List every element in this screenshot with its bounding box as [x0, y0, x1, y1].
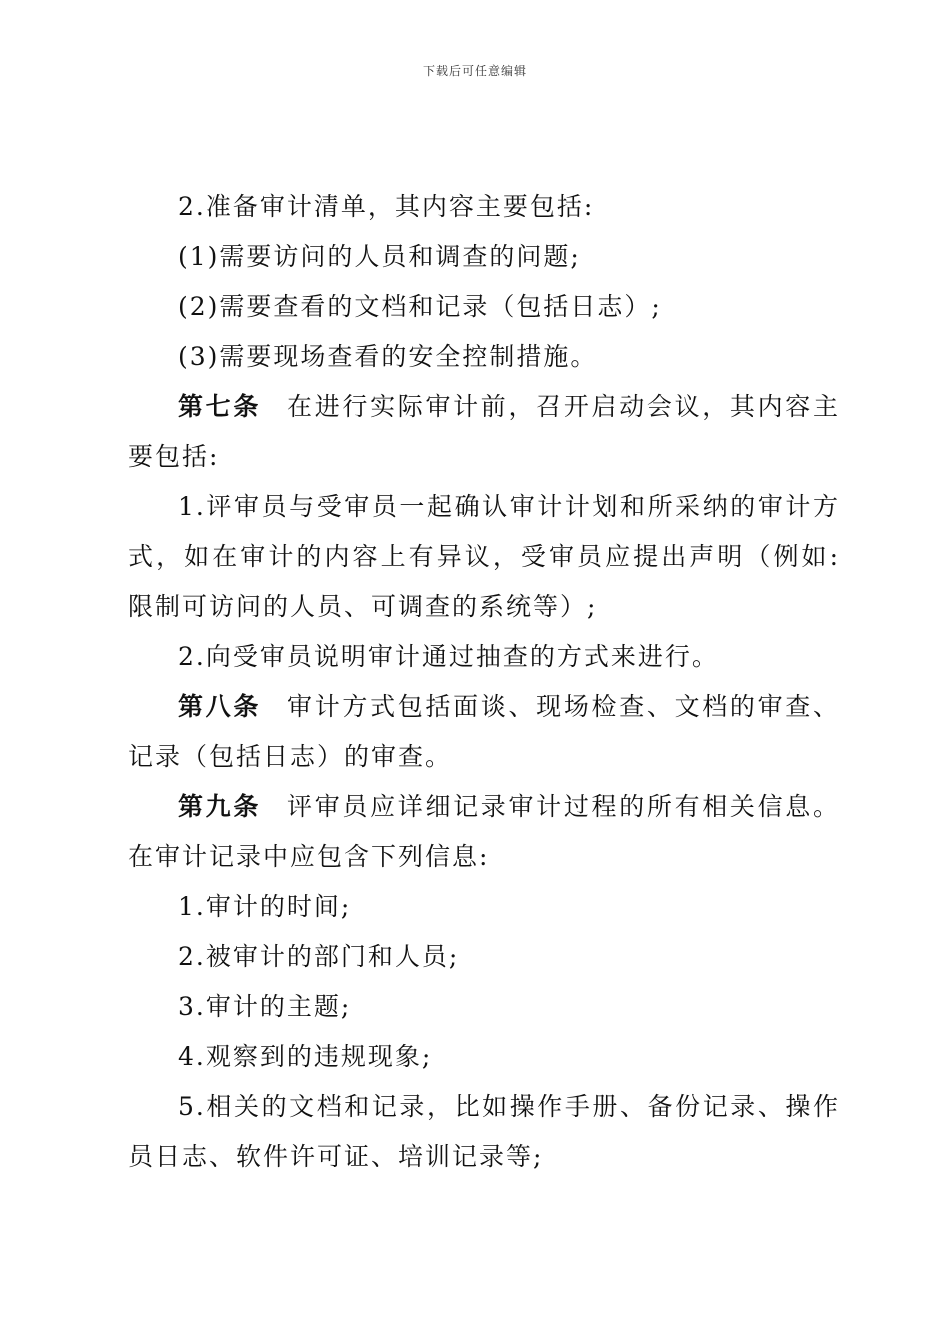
page-header-note: 下载后可任意编辑: [422, 64, 527, 78]
paragraph-text: 4.观察到的违规现象;: [178, 1042, 433, 1071]
paragraph-text: 在进行实际审计前，召开启动会议，其内容主要包括:: [128, 392, 840, 471]
document-body: [128, 182, 840, 1182]
paragraph-text: (2)需要查看的文档和记录（包括日志）;: [178, 292, 662, 321]
article-7: [128, 382, 840, 482]
article-label: 第七条: [178, 392, 262, 421]
paragraph-text: 2.准备审计清单，其内容主要包括:: [178, 192, 595, 221]
paragraph: [128, 982, 840, 1032]
paragraph: [128, 182, 840, 232]
paragraph-text: 5.相关的文档和记录，比如操作手册、备份记录、操作员日志、软件许可证、培训记录等;: [128, 1092, 840, 1171]
paragraph: [128, 882, 840, 932]
paragraph: [128, 232, 840, 282]
article-label: 第九条: [178, 792, 262, 821]
paragraph: [128, 282, 840, 332]
article-label: 第八条: [178, 692, 262, 721]
paragraph: [128, 482, 840, 632]
article-9: [128, 782, 840, 882]
paragraph-text: 审计方式包括面谈、现场检查、文档的审查、记录（包括日志）的审查。: [128, 692, 840, 771]
paragraph-text: 2.被审计的部门和人员;: [178, 942, 460, 971]
paragraph-text: (1)需要访问的人员和调查的问题;: [178, 242, 581, 271]
paragraph-text: (3)需要现场查看的安全控制措施。: [178, 342, 598, 371]
paragraph-text: 1.审计的时间;: [178, 892, 352, 921]
article-8: [128, 682, 840, 782]
paragraph: [128, 1082, 840, 1182]
paragraph: [128, 932, 840, 982]
paragraph-text: 1.评审员与受审员一起确认审计计划和所采纳的审计方式，如在审计的内容上有异议，受审员应提出声明（例如: 限制可访问的人员、可调查的系统等）;: [128, 492, 840, 621]
paragraph-text: 2.向受审员说明审计通过抽查的方式来进行。: [178, 642, 719, 671]
paragraph: [128, 632, 840, 682]
paragraph-text: 评审员应详细记录审计过程的所有相关信息。在审计记录中应包含下列信息:: [128, 792, 840, 871]
paragraph: [128, 1032, 840, 1082]
paragraph: [128, 332, 840, 382]
paragraph-text: 3.审计的主题;: [178, 992, 352, 1021]
